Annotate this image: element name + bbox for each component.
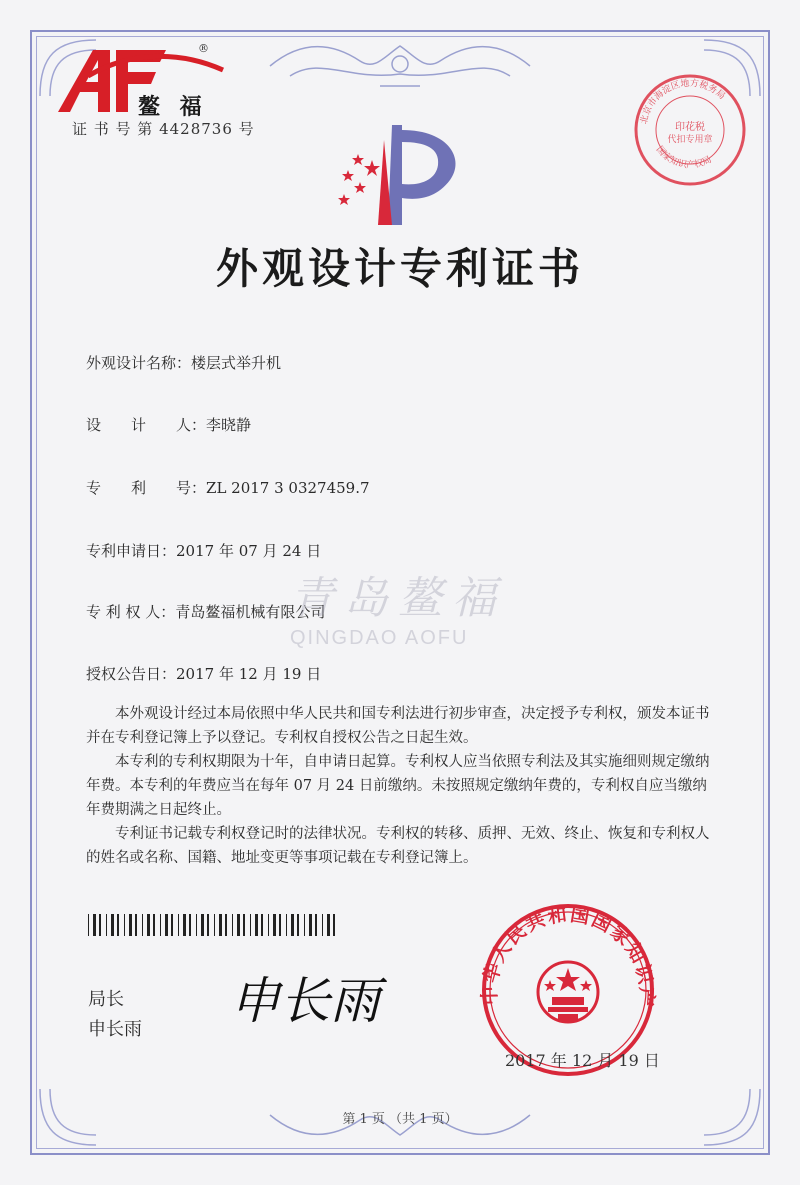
signature-text: 申长雨 <box>230 972 380 1030</box>
barcode-bar <box>315 914 317 936</box>
field-designer <box>86 414 251 435</box>
barcode <box>88 914 338 936</box>
barcode-bar <box>243 914 245 936</box>
barcode-bar <box>207 914 209 936</box>
barcode-bar <box>111 914 114 936</box>
barcode-bar <box>196 914 197 936</box>
barcode-bar <box>142 914 143 936</box>
certificate-number: 证 书 号 第 4428736 号 <box>72 120 255 138</box>
director-name: 申长雨 <box>88 1019 142 1040</box>
tax-seal-center-line2: 代扣专用章 <box>667 135 713 145</box>
tax-seal-bottom-text: 国家知识产权局 <box>653 144 714 171</box>
tax-seal-center-line1: 印花税 <box>675 122 705 133</box>
barcode-bar <box>225 914 227 936</box>
official-seal-date: 2017 年 12 月 19 日 <box>505 1051 660 1070</box>
official-seal-ring-text: 中华人民共和国国家知识产 <box>478 903 658 1009</box>
barcode-bar <box>297 914 299 936</box>
barcode-bar <box>214 914 215 936</box>
barcode-bar <box>279 914 281 936</box>
barcode-bar <box>250 914 251 936</box>
field-filing-date <box>86 540 321 561</box>
barcode-bar <box>117 914 119 936</box>
patent-office-emblem-icon <box>330 120 470 230</box>
tax-seal-ring-text: 北京市海淀区地方税务局 <box>639 78 727 126</box>
barcode-bar <box>268 914 269 936</box>
design-name-label: 外观设计名称： <box>86 354 192 372</box>
registered-mark: ® <box>198 42 209 55</box>
barcode-bar <box>135 914 137 936</box>
barcode-bar <box>261 914 263 936</box>
svg-text:中华人民共和国国家知识产权局 <box>478 900 658 1009</box>
barcode-bar <box>304 914 305 936</box>
barcode-bar <box>255 914 258 936</box>
designer-value: 李晓静 <box>206 416 252 434</box>
svg-text:国家知识产权局 <box>654 144 714 171</box>
filing-date-label: 专利申请日： <box>86 542 177 560</box>
paragraph-2: 本专利的专利权期限为十年，自申请日起算。专利权人应当依照专利法及其实施细则规定缴纳年费。本专利的年费应当在每年 07 月 24 日前缴纳。未按照规定缴纳年费的，专利权自应当缴纳年费期满之日起终止。 <box>86 754 710 818</box>
design-name-value: 楼层式举升机 <box>191 354 282 372</box>
patent-number-value: ZL 2017 3 0327459.7 <box>206 479 370 497</box>
barcode-bar <box>183 914 186 936</box>
barcode-bar <box>171 914 173 936</box>
patentee-label: 专 利 权 人： <box>86 603 176 621</box>
grant-date-label: 授权公告日： <box>86 665 177 683</box>
barcode-bar <box>165 914 168 936</box>
barcode-bar <box>322 914 323 936</box>
barcode-bar <box>129 914 132 936</box>
logo-brand-text: 鳌 福 <box>138 94 208 120</box>
barcode-bar <box>160 914 161 936</box>
page-number: 第 1 页 （共 1 页） <box>342 1112 458 1127</box>
certificate-title: 外观设计专利证书 <box>215 244 584 293</box>
national-emblem-icon <box>538 962 598 1022</box>
field-patent-number <box>86 477 370 498</box>
patent-number-label: 专 利 号： <box>86 479 207 497</box>
barcode-bar <box>237 914 240 936</box>
barcode-bar <box>219 914 222 936</box>
barcode-bar <box>327 914 330 936</box>
barcode-bar <box>286 914 287 936</box>
barcode-bar <box>178 914 179 936</box>
barcode-bar <box>93 914 96 936</box>
filing-date-value: 2017 年 07 月 24 日 <box>176 542 322 560</box>
barcode-bar <box>232 914 233 936</box>
barcode-bar <box>124 914 125 936</box>
field-design-name <box>86 352 281 373</box>
barcode-bar <box>273 914 276 936</box>
tax-stamp-seal <box>630 70 750 194</box>
barcode-bar <box>99 914 101 936</box>
watermark-chinese: 青岛鳌福 <box>290 573 506 624</box>
barcode-bar <box>88 914 89 936</box>
director-title: 局长 <box>88 989 124 1010</box>
director-signature <box>220 960 420 1040</box>
top-ornament <box>260 36 540 96</box>
barcode-bar <box>147 914 150 936</box>
barcode-bar <box>333 914 335 936</box>
designer-label: 设 计 人： <box>86 416 207 434</box>
barcode-bar <box>189 914 191 936</box>
barcode-bar <box>309 914 312 936</box>
barcode-bar <box>291 914 294 936</box>
paragraph-1: 本外观设计经过本局依照中华人民共和国专利法进行初步审查，决定授予专利权，颁发本证书并在专利登记簿上予以登记。专利权自授权公告之日起生效。 <box>86 706 710 746</box>
field-grant-date <box>86 663 321 684</box>
grant-date-value: 2017 年 12 月 19 日 <box>176 665 322 683</box>
barcode-bar <box>153 914 155 936</box>
watermark-english: QINGDAO AOFU <box>290 627 469 649</box>
paragraph-3: 专利证书记载专利权登记时的法律状况。专利权的转移、质押、无效、终止、恢复和专利权人的姓名或名称、国籍、地址变更等事项记载在专利登记簿上。 <box>86 826 710 866</box>
barcode-bar <box>106 914 107 936</box>
barcode-bar <box>201 914 204 936</box>
patentee-value: 青岛鳌福机械有限公司 <box>175 603 326 621</box>
